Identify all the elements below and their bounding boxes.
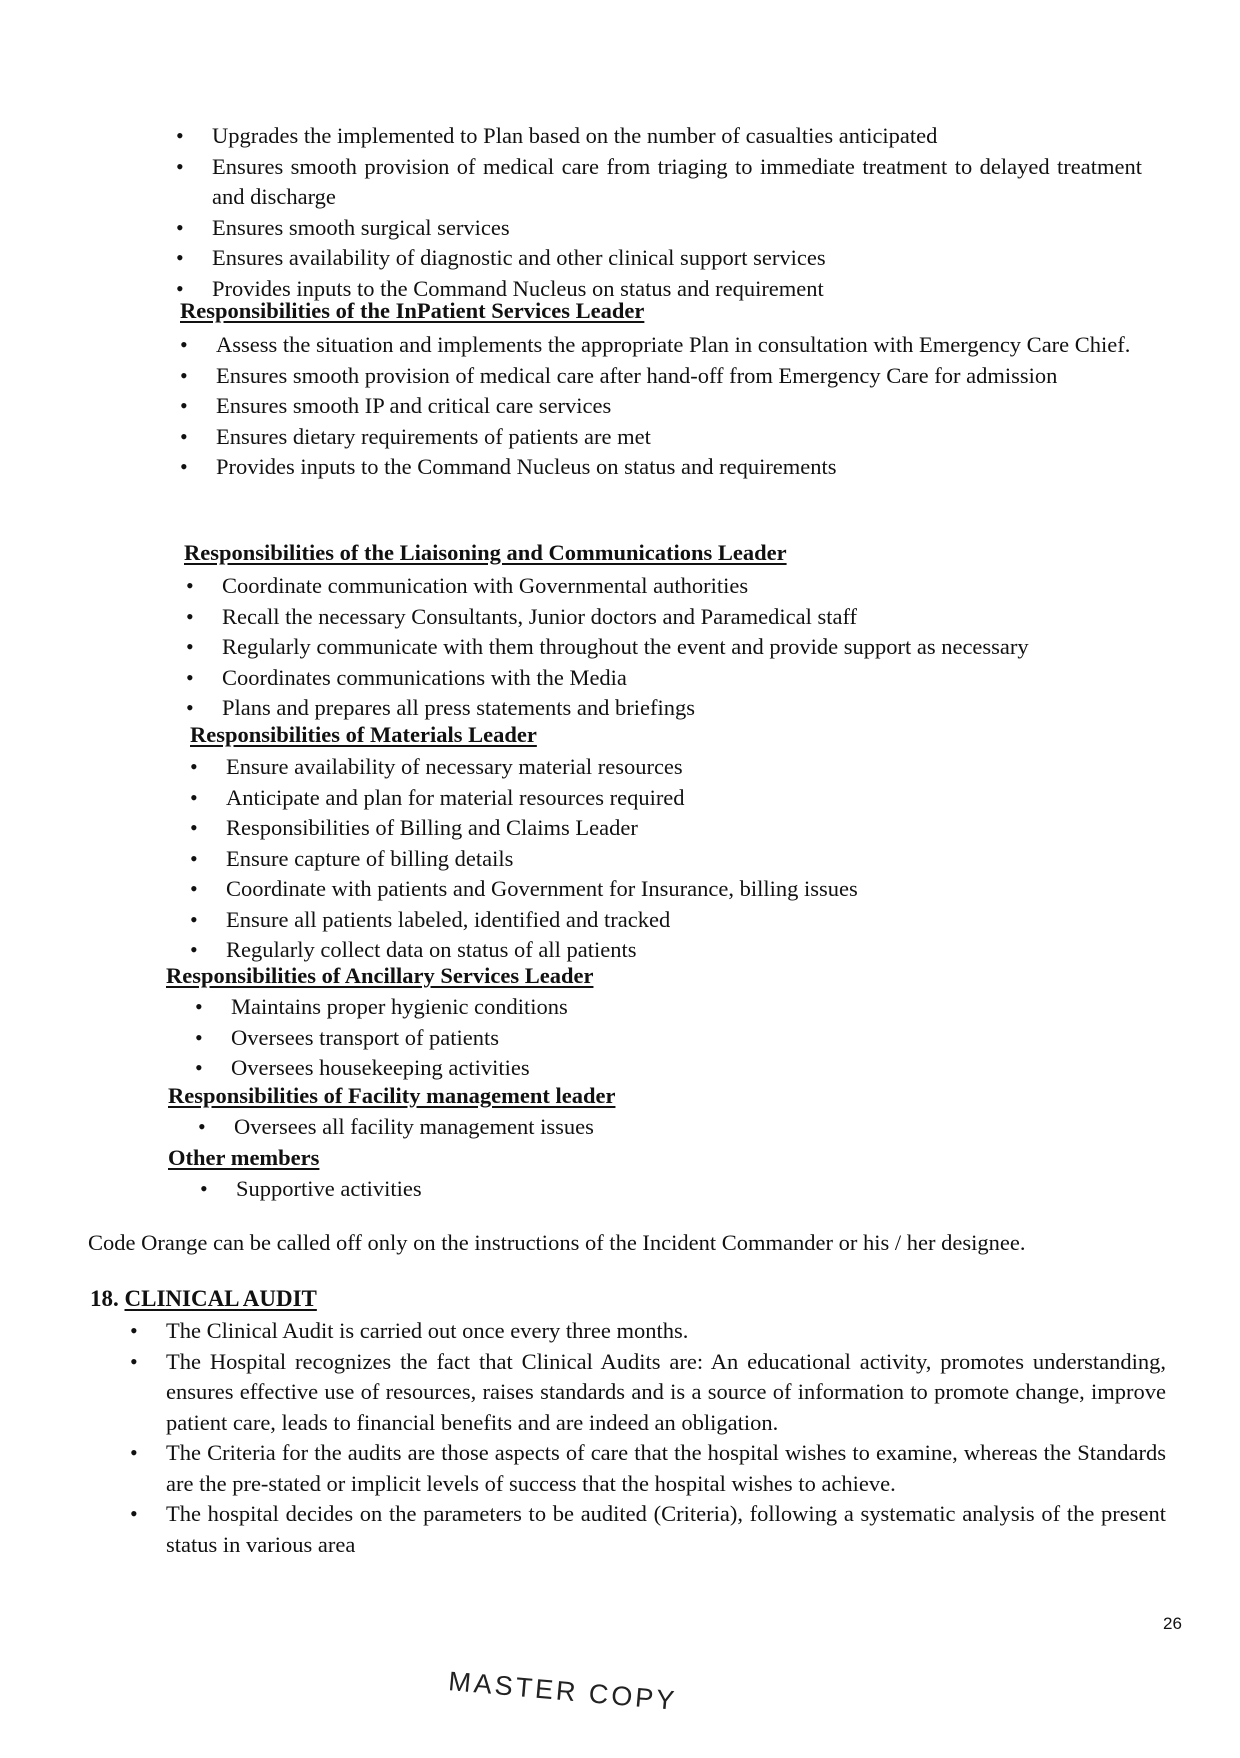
list-item: • Regularly collect data on status of all patients	[226, 935, 1126, 966]
list-item: • Supportive activities	[236, 1174, 936, 1205]
inpatient-heading: Responsibilities of the InPatient Services Leader	[180, 298, 645, 323]
list-item: • Provides inputs to the Command Nucleus on status and requirement	[212, 274, 1142, 305]
list-item: • Upgrades the implemented to Plan based on the number of casualties anticipated	[212, 121, 1142, 152]
list-item: • Ensures smooth surgical services	[212, 213, 1142, 244]
list-item: • Oversees transport of patients	[231, 1023, 931, 1054]
list-item: • Plans and prepares all press statements and briefings	[222, 693, 1162, 724]
list-item: • Coordinate communication with Governmental authorities	[222, 571, 1162, 602]
facility-list	[234, 1112, 934, 1143]
leader-responsibility-list	[212, 121, 1142, 304]
list-item: • Ensures dietary requirements of patients are met	[216, 422, 1152, 453]
list-item: • Coordinates communications with the Media	[222, 663, 1162, 694]
list-item: • The Hospital recognizes the fact that Clinical Audits are: An educational activity, promotes understanding, ensures effective use of resources, raises standards and is a source of information to promote change, improve patient care, leads to financial benefits and are indeed an obligation.	[166, 1347, 1166, 1439]
section-number: 18.	[90, 1286, 119, 1311]
facility-heading: Responsibilities of Facility management leader	[168, 1083, 616, 1108]
list-item: • Ensure availability of necessary material resources	[226, 752, 1126, 783]
section-title: CLINICAL AUDIT	[124, 1286, 317, 1311]
clinical-audit-title	[90, 1286, 317, 1312]
list-item: • Ensures availability of diagnostic and other clinical support services	[212, 243, 1142, 274]
list-item: • Ensures smooth IP and critical care services	[216, 391, 1152, 422]
list-item: • The Clinical Audit is carried out once every three months.	[166, 1316, 1166, 1347]
list-item: • Ensure capture of billing details	[226, 844, 1126, 875]
list-item: • Oversees all facility management issues	[234, 1112, 934, 1143]
list-item: • Oversees housekeeping activities	[231, 1053, 931, 1084]
list-item: • Responsibilities of Billing and Claims Leader	[226, 813, 1126, 844]
materials-heading: Responsibilities of Materials Leader	[190, 722, 537, 747]
list-item: • Assess the situation and implements the appropriate Plan in consultation with Emergency Care Chief.	[216, 330, 1152, 361]
list-item: • The Criteria for the audits are those aspects of care that the hospital wishes to examine, whereas the Standards are the pre-stated or implicit levels of success that the hospital wishes to achieve.	[166, 1438, 1166, 1499]
other-members-heading: Other members	[168, 1145, 320, 1170]
list-item: • Ensures smooth provision of medical care after hand-off from Emergency Care for admission	[216, 361, 1152, 392]
master-copy-stamp: MASTER COPY	[447, 1666, 679, 1716]
list-item: • Coordinate with patients and Government for Insurance, billing issues	[226, 874, 1126, 905]
ancillary-heading: Responsibilities of Ancillary Services Leader	[166, 963, 594, 988]
materials-list	[226, 752, 1126, 966]
list-item: • Regularly communicate with them throughout the event and provide support as necessary	[222, 632, 1162, 663]
inpatient-list	[216, 330, 1152, 483]
ancillary-list	[231, 992, 931, 1084]
code-orange-note: Code Orange can be called off only on the instructions of the Incident Commander or his / her designee.	[88, 1230, 1026, 1255]
list-item: • Maintains proper hygienic conditions	[231, 992, 931, 1023]
list-item: • Provides inputs to the Command Nucleus on status and requirements	[216, 452, 1152, 483]
list-item: • Ensures smooth provision of medical care from triaging to immediate treatment to delayed treatment and discharge	[212, 152, 1142, 213]
list-item: • The hospital decides on the parameters to be audited (Criteria), following a systematic analysis of the present status in various area	[166, 1499, 1166, 1560]
list-item: • Anticipate and plan for material resources required	[226, 783, 1126, 814]
page-number: 26	[1163, 1614, 1182, 1633]
list-item: • Ensure all patients labeled, identified and tracked	[226, 905, 1126, 936]
list-item: • Recall the necessary Consultants, Junior doctors and Paramedical staff	[222, 602, 1162, 633]
clinical-audit-list	[166, 1316, 1166, 1560]
liaisoning-heading: Responsibilities of the Liaisoning and Communications Leader	[184, 540, 787, 565]
other-members-list	[236, 1174, 936, 1205]
liaisoning-list	[222, 571, 1162, 724]
